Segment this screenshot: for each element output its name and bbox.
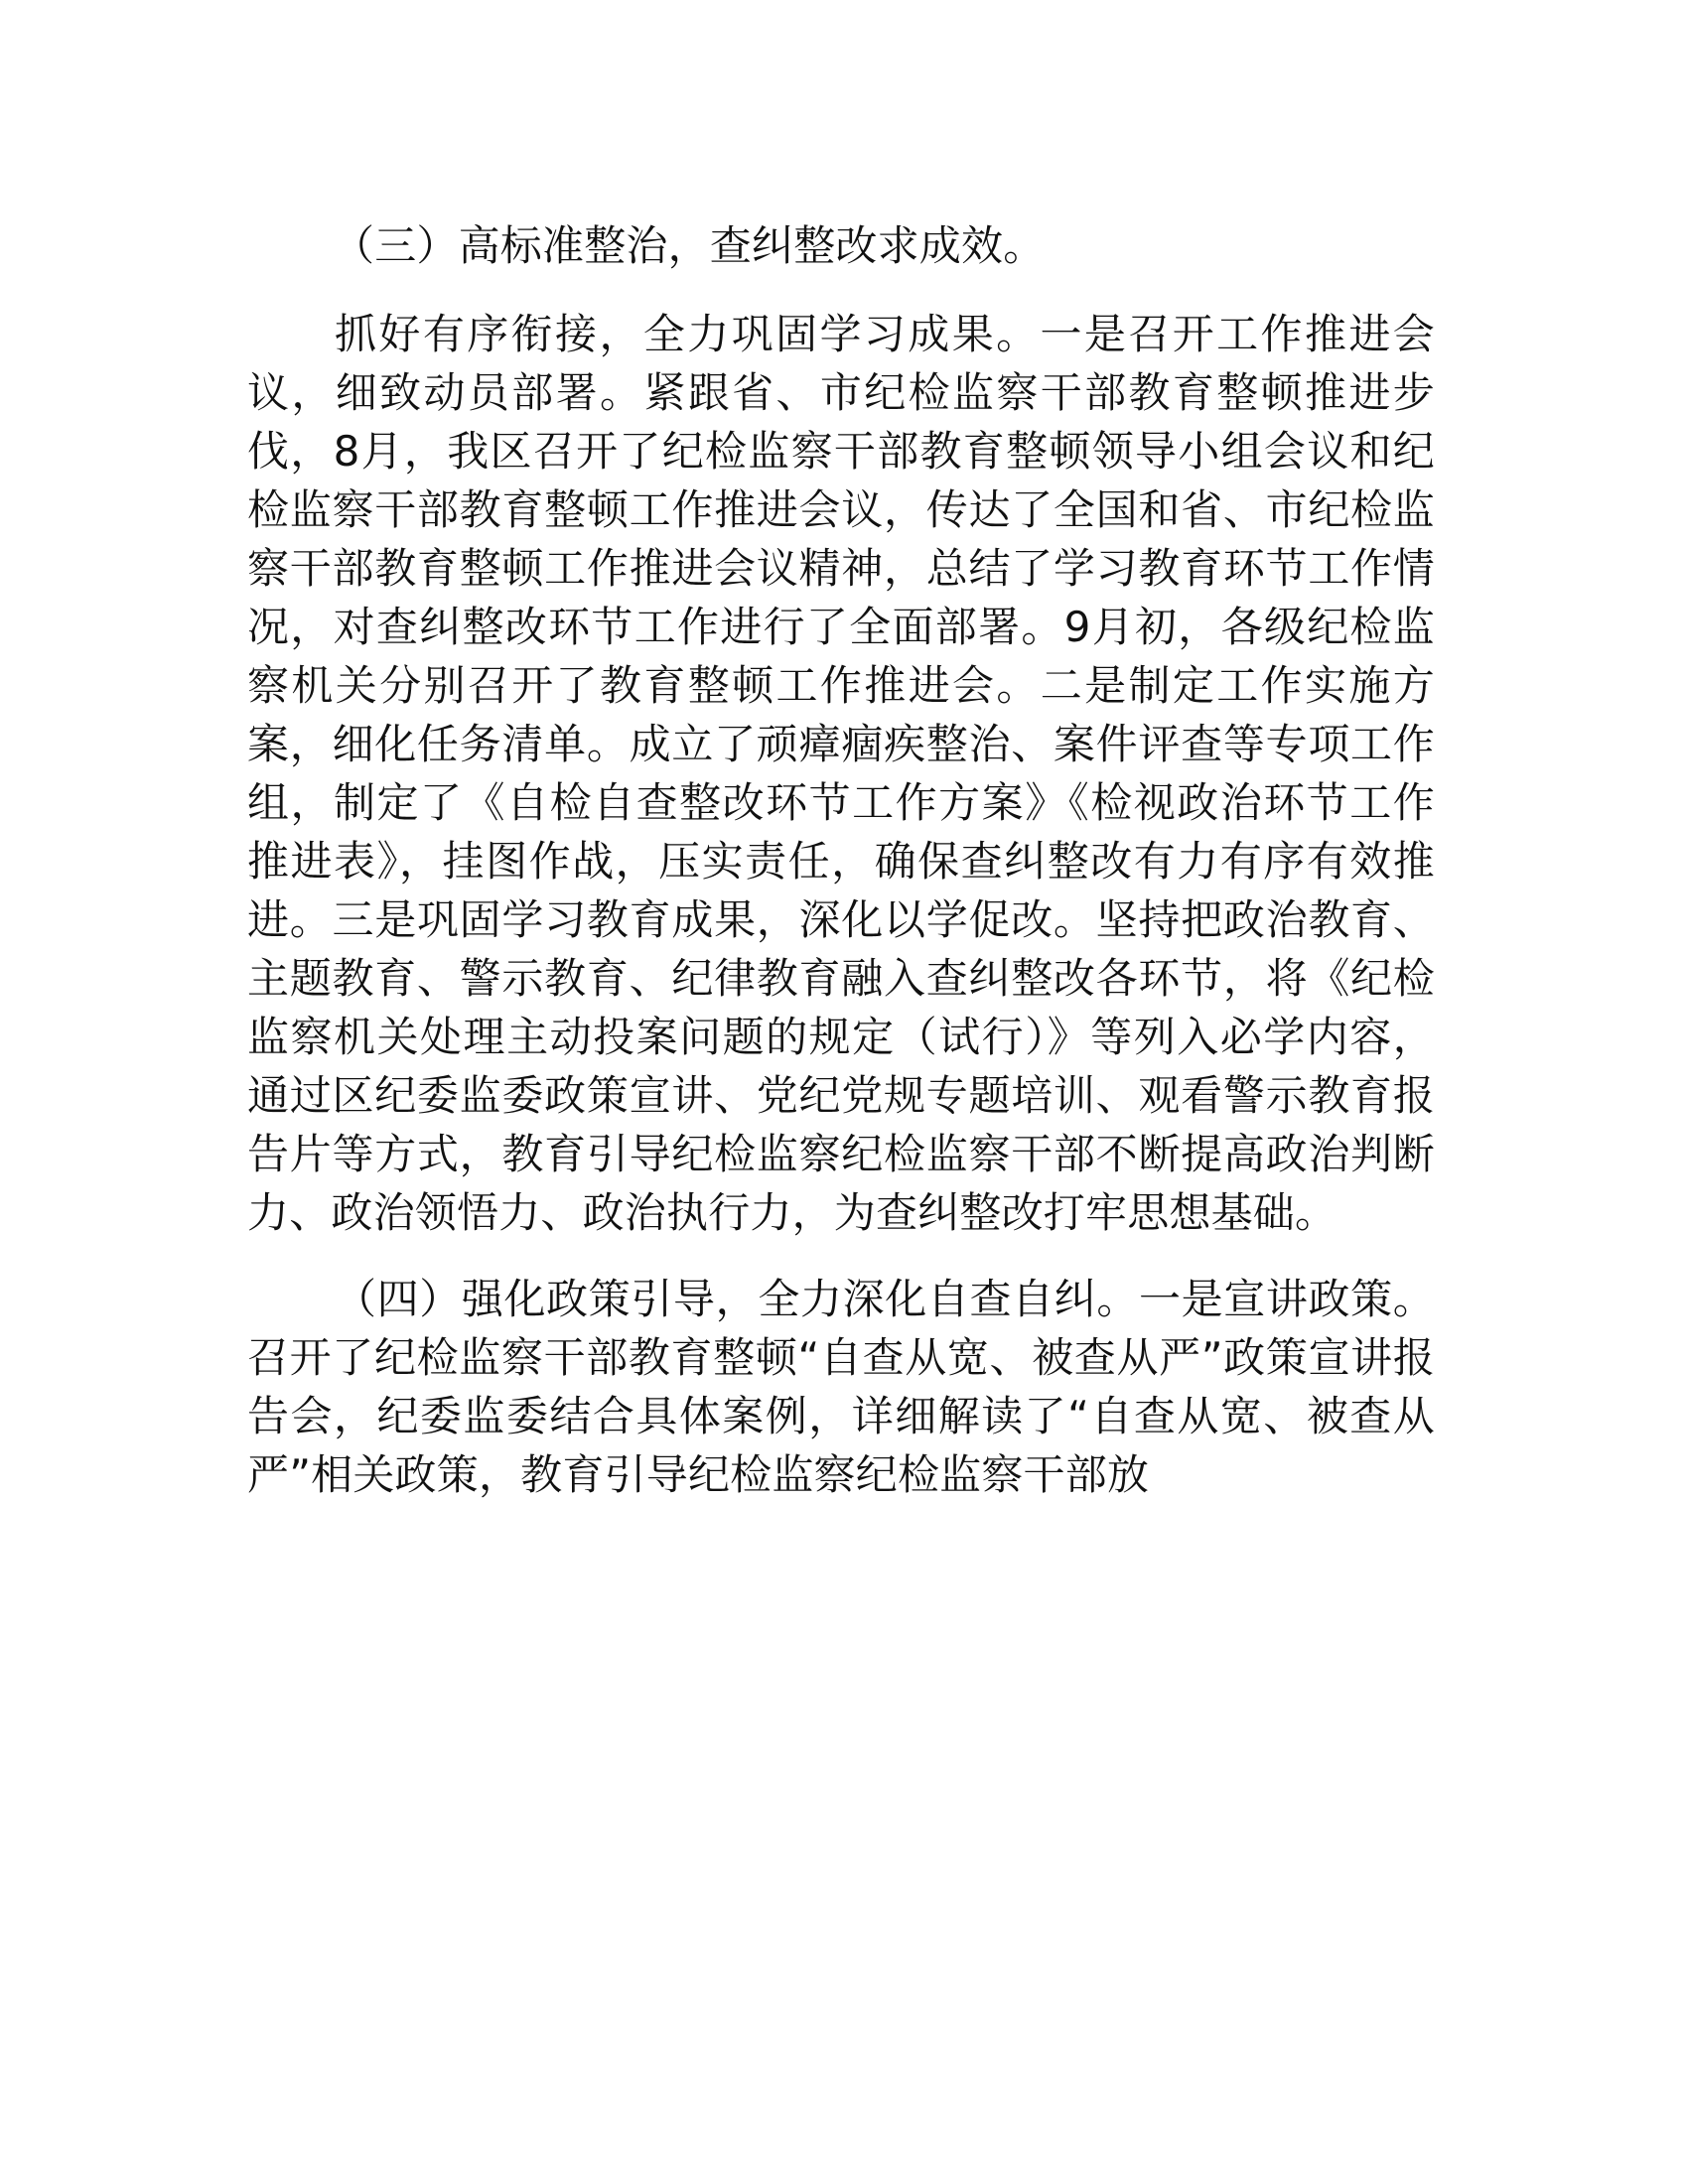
document-body (247, 216, 1435, 1504)
section-heading: （三）高标准整治，查纠整改求成效。 (333, 221, 1046, 270)
body-paragraph: （四）强化政策引导，全力深化自查自纠。一是宣讲政策。召开了纪检监察干部教育整顿“自查从宽、被查从严”政策宣讲报告会，纪委监委结合具体案例，详细解读了“自查从宽、被查从严”相关政策，教育引导纪检监察纪检监察干部放 (247, 1275, 1435, 1499)
body-paragraph: 抓好有序衔接，全力巩固学习成果。一是召开工作推进会议，细致动员部署。紧跟省、市纪检监察干部教育整顿推进步伐，8月，我区召开了纪检监察干部教育整顿领导小组会议和纪检监察干部教育整顿工作推进会议，传达了全国和省、市纪检监察干部教育整顿工作推进会议精神，总结了学习教育环节工作情况，对查纠整改环节工作进行了全面部署。9月初，各级纪检监察机关分别召开了教育整顿工作推进会。二是制定工作实施方案，细化任务清单。成立了顽瘴痼疾整治、案件评查等专项工作组，制定了《自检自查整改环节工作方案》《检视政治环节工作推进表》，挂图作战，压实责任，确保查纠整改有力有序有效推进。三是巩固学习教育成果，深化以学促改。坚持把政治教育、主题教育、警示教育、纪律教育融入查纠整改各环节，将《纪检监察机关处理主动投案问题的规定（试行）》等列入必学内容，通过区纪委监委政策宣讲、党纪党规专题培训、观看警示教育报告片等方式，教育引导纪检监察纪检监察干部不断提高政治判断力、政治领悟力、政治执行力，为查纠整改打牢思想基础。 (247, 310, 1435, 1237)
